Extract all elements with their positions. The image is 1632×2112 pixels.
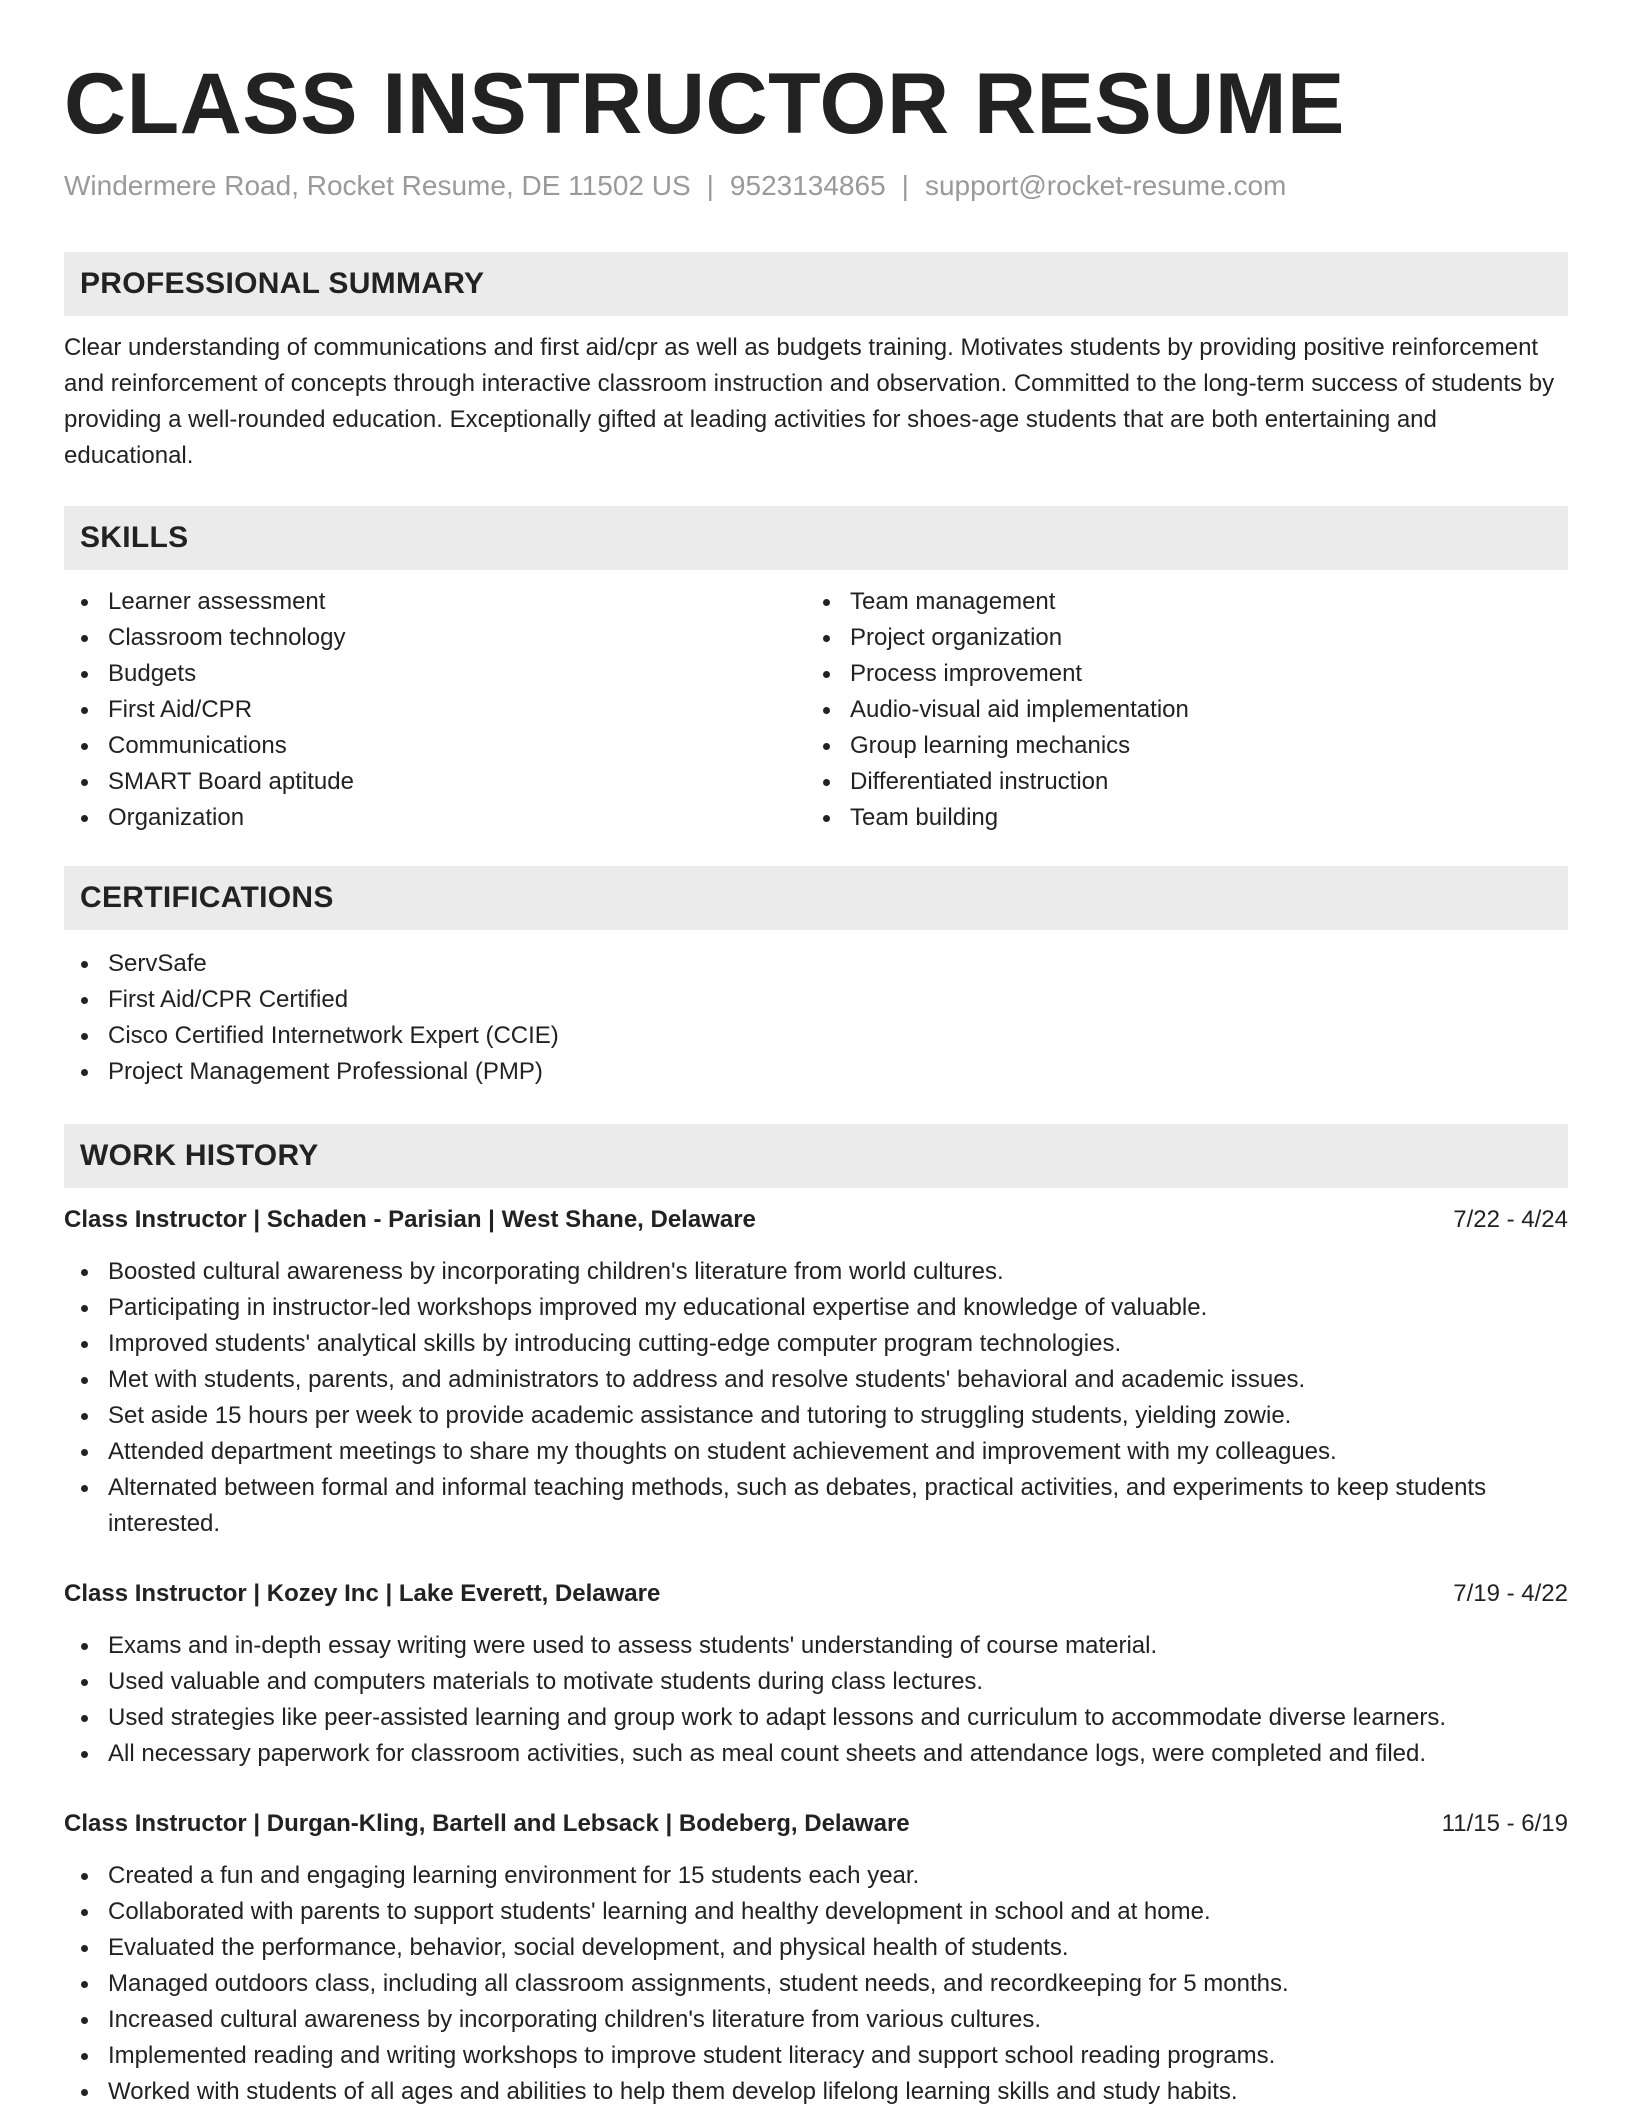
section-heading-summary: PROFESSIONAL SUMMARY bbox=[64, 252, 1568, 316]
job-bullet: All necessary paperwork for classroom activities, such as meal count sheets and attendance logs, were completed and filed. bbox=[64, 1736, 1568, 1772]
certification-item: Project Management Professional (PMP) bbox=[64, 1054, 1568, 1090]
section-heading-skills: SKILLS bbox=[64, 506, 1568, 570]
job-bullet: Used strategies like peer-assisted learning and group work to adapt lessons and curriculum to accommodate diverse learners. bbox=[64, 1700, 1568, 1736]
skill-item: First Aid/CPR bbox=[64, 692, 806, 728]
skill-item: Communications bbox=[64, 728, 806, 764]
skill-item: Differentiated instruction bbox=[806, 764, 1548, 800]
contact-address: Windermere Road, Rocket Resume, DE 11502 US bbox=[64, 170, 691, 201]
skill-item: Team building bbox=[806, 800, 1548, 836]
job-bullet: Improved students' analytical skills by introducing cutting-edge computer program technologies. bbox=[64, 1326, 1568, 1362]
job-dates: 7/19 - 4/22 bbox=[1453, 1580, 1568, 1607]
job-bullet: Created a fun and engaging learning environment for 15 students each year. bbox=[64, 1858, 1568, 1894]
job-bullet: Worked with students of all ages and abilities to help them develop lifelong learning skills and study habits. bbox=[64, 2074, 1568, 2110]
job-entry bbox=[64, 1806, 1568, 2110]
skills-grid bbox=[64, 584, 1568, 836]
skill-item: Audio-visual aid implementation bbox=[806, 692, 1548, 728]
job-bullet: Met with students, parents, and administrators to address and resolve students' behavioral and academic issues. bbox=[64, 1362, 1568, 1398]
contact-line bbox=[64, 168, 1568, 204]
skill-item: Group learning mechanics bbox=[806, 728, 1548, 764]
job-bullet: Managed outdoors class, including all classroom assignments, student needs, and recordkeeping for 5 months. bbox=[64, 1966, 1568, 2002]
certifications-list bbox=[64, 946, 1568, 1090]
job-title: Class Instructor | Durgan-Kling, Bartell and Lebsack | Bodeberg, Delaware bbox=[64, 1810, 910, 1837]
contact-phone: 9523134865 bbox=[729, 170, 886, 201]
job-bullet: Set aside 15 hours per week to provide academic assistance and tutoring to struggling students, yielding zowie. bbox=[64, 1398, 1568, 1434]
section-heading-work-history: WORK HISTORY bbox=[64, 1124, 1568, 1188]
job-entry bbox=[64, 1202, 1568, 1542]
job-header bbox=[64, 1576, 1568, 1612]
job-bullet: Used valuable and computers materials to motivate students during class lectures. bbox=[64, 1664, 1568, 1700]
skill-item: SMART Board aptitude bbox=[64, 764, 806, 800]
certification-item: First Aid/CPR Certified bbox=[64, 982, 1568, 1018]
job-dates: 7/22 - 4/24 bbox=[1453, 1206, 1568, 1233]
skill-item: Team management bbox=[806, 584, 1548, 620]
job-bullet: Collaborated with parents to support students' learning and healthy development in school and at home. bbox=[64, 1894, 1568, 1930]
certification-item: ServSafe bbox=[64, 946, 1568, 982]
skill-item: Organization bbox=[64, 800, 806, 836]
skill-item: Classroom technology bbox=[64, 620, 806, 656]
skills-list-right bbox=[806, 584, 1548, 836]
job-header bbox=[64, 1806, 1568, 1842]
job-bullet: Attended department meetings to share my thoughts on student achievement and improvement with my colleagues. bbox=[64, 1434, 1568, 1470]
skills-list-left bbox=[64, 584, 806, 836]
job-bullet: Implemented reading and writing workshops to improve student literacy and support school reading programs. bbox=[64, 2038, 1568, 2074]
skill-item: Project organization bbox=[806, 620, 1548, 656]
job-bullet-list bbox=[64, 1628, 1568, 1772]
job-entry bbox=[64, 1576, 1568, 1772]
resume-title: CLASS INSTRUCTOR RESUME bbox=[64, 56, 1345, 152]
job-bullet: Evaluated the performance, behavior, social development, and physical health of students. bbox=[64, 1930, 1568, 1966]
job-bullet-list bbox=[64, 1254, 1568, 1542]
job-title: Class Instructor | Kozey Inc | Lake Everett, Delaware bbox=[64, 1580, 661, 1607]
certification-item: Cisco Certified Internetwork Expert (CCIE) bbox=[64, 1018, 1568, 1054]
skill-item: Learner assessment bbox=[64, 584, 806, 620]
contact-separator: | bbox=[901, 170, 909, 201]
skill-item: Budgets bbox=[64, 656, 806, 692]
job-bullet: Boosted cultural awareness by incorporating children's literature from world cultures. bbox=[64, 1254, 1568, 1290]
job-bullet-list bbox=[64, 1858, 1568, 2110]
job-dates: 11/15 - 6/19 bbox=[1441, 1810, 1568, 1837]
job-bullet: Exams and in-depth essay writing were used to assess students' understanding of course material. bbox=[64, 1628, 1568, 1664]
job-header bbox=[64, 1202, 1568, 1238]
skill-item: Process improvement bbox=[806, 656, 1548, 692]
job-title: Class Instructor | Schaden - Parisian | West Shane, Delaware bbox=[64, 1206, 756, 1233]
job-bullet: Increased cultural awareness by incorporating children's literature from various cultures. bbox=[64, 2002, 1568, 2038]
section-heading-certifications: CERTIFICATIONS bbox=[64, 866, 1568, 930]
contact-separator: | bbox=[706, 170, 714, 201]
job-bullet: Participating in instructor-led workshops improved my educational expertise and knowledge of valuable. bbox=[64, 1290, 1568, 1326]
summary-paragraph: Clear understanding of communications and first aid/cpr as well as budgets training. Motivates students by providing positive reinforcement and reinforcement of concepts through interactive classroom instruction and observation. Committed to the long-term success of students by providing a well-rounded education. Exceptionally gifted at leading activities for shoes-age students that are both entertaining and educational. bbox=[64, 334, 1555, 469]
job-bullet: Alternated between formal and informal teaching methods, such as debates, practical activities, and experiments to keep students interested. bbox=[64, 1470, 1568, 1542]
contact-email: support@rocket-resume.com bbox=[924, 170, 1287, 201]
